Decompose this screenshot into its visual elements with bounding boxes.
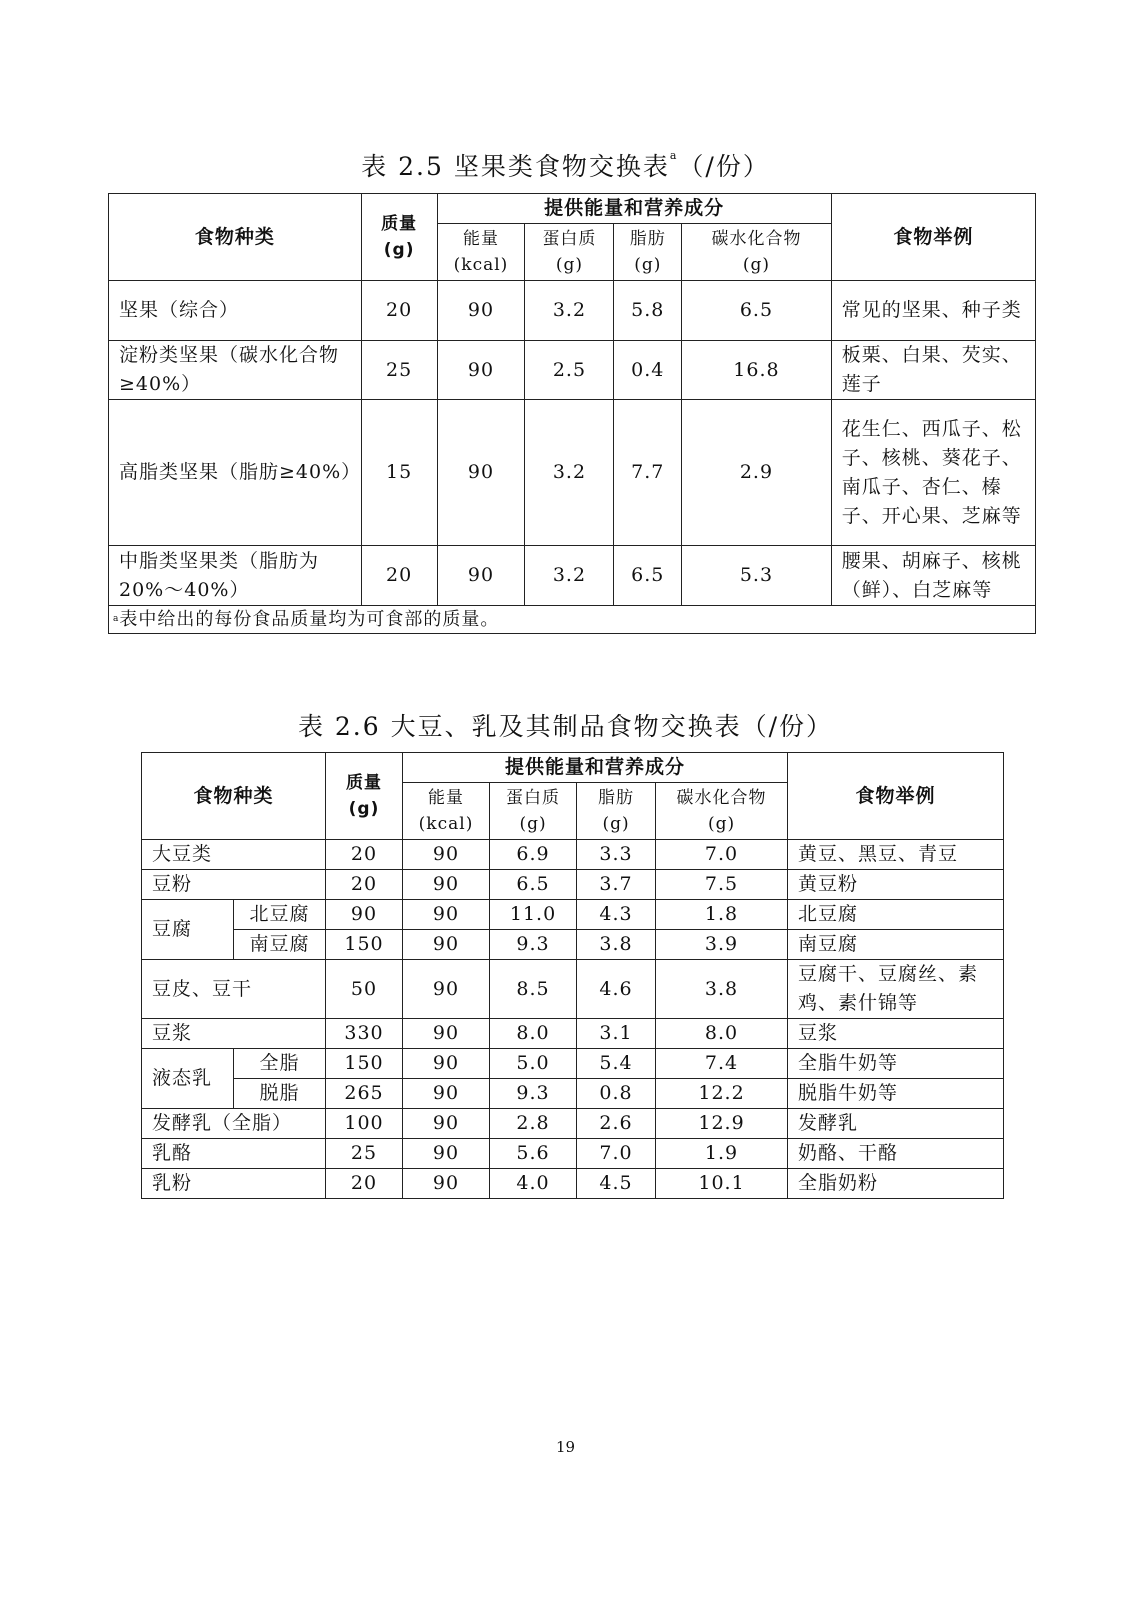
header-carb (656, 783, 788, 840)
cell-examples: 腰果、胡麻子、核桃（鲜）、白芝麻等 (831, 546, 1035, 606)
table-row (142, 1049, 1004, 1079)
footnote-mark: a (113, 614, 120, 624)
cell-mass: 330 (326, 1019, 403, 1049)
cell-mass: 20 (361, 546, 437, 606)
table-2-5-title-suffix: （/份） (678, 152, 770, 181)
cell-food-name: 大豆类 (142, 840, 326, 870)
header-energy-unit: (kcal) (453, 255, 509, 275)
table-row (142, 1139, 1004, 1169)
cell-protein: 6.9 (490, 840, 577, 870)
cell-examples: 南豆腐 (788, 930, 1004, 960)
cell-carb: 10.1 (656, 1169, 788, 1199)
table-row (142, 930, 1004, 960)
cell-fat: 7.7 (614, 400, 682, 546)
cell-carb: 7.0 (656, 840, 788, 870)
cell-protein: 3.2 (525, 400, 614, 546)
cell-protein: 8.0 (490, 1019, 577, 1049)
cell-food-name: 中脂类坚果类（脂肪为20%～40%） (109, 546, 362, 606)
cell-food-group: 液态乳 (142, 1049, 234, 1109)
table-row (142, 1109, 1004, 1139)
header-food-type: 食物种类 (109, 194, 362, 281)
cell-carb: 7.4 (656, 1049, 788, 1079)
cell-examples: 板栗、白果、芡实、莲子 (831, 341, 1035, 400)
header-nutrients: 提供能量和营养成分 (437, 194, 831, 224)
table-2-6 (141, 752, 1004, 1199)
cell-examples: 全脂牛奶等 (788, 1049, 1004, 1079)
cell-food-name: 豆浆 (142, 1019, 326, 1049)
cell-energy: 90 (403, 1139, 490, 1169)
table-row (142, 900, 1004, 930)
cell-fat: 4.6 (577, 960, 656, 1019)
table-2-6-title-text: 表 2.6 大豆、乳及其制品食物交换表（/份） (297, 712, 834, 741)
cell-energy: 90 (437, 546, 525, 606)
table-2-5-title (0, 147, 1131, 183)
cell-energy: 90 (403, 930, 490, 960)
cell-protein: 5.0 (490, 1049, 577, 1079)
header-energy-label: 能量 (428, 788, 465, 808)
cell-mass: 15 (361, 400, 437, 546)
cell-fat: 2.6 (577, 1109, 656, 1139)
table-2-5-title-footnote-mark: a (669, 149, 679, 162)
cell-examples: 花生仁、西瓜子、松子、核桃、葵花子、南瓜子、杏仁、榛子、开心果、芝麻等 (831, 400, 1035, 546)
cell-protein: 2.8 (490, 1109, 577, 1139)
cell-food-name: 乳粉 (142, 1169, 326, 1199)
header-protein (490, 783, 577, 840)
cell-mass: 20 (326, 870, 403, 900)
cell-examples: 常见的坚果、种子类 (831, 281, 1035, 341)
cell-carb: 3.9 (656, 930, 788, 960)
footnote-text: 表中给出的每份食品质量均为可食部的质量。 (119, 609, 500, 630)
cell-mass: 20 (326, 1169, 403, 1199)
header-mass-label: 质量 (346, 773, 383, 793)
cell-energy: 90 (403, 870, 490, 900)
cell-examples: 发酵乳 (788, 1109, 1004, 1139)
header-examples: 食物举例 (831, 194, 1035, 281)
header-mass-label: 质量 (381, 214, 418, 234)
cell-examples: 豆浆 (788, 1019, 1004, 1049)
header-carb-unit: (g) (742, 255, 771, 275)
header-energy-unit: (kcal) (418, 814, 474, 834)
cell-mass: 20 (326, 840, 403, 870)
cell-energy: 90 (403, 1019, 490, 1049)
cell-carb: 1.8 (656, 900, 788, 930)
cell-examples: 黄豆、黑豆、青豆 (788, 840, 1004, 870)
cell-protein: 4.0 (490, 1169, 577, 1199)
cell-mass: 25 (361, 341, 437, 400)
cell-examples: 奶酪、干酪 (788, 1139, 1004, 1169)
cell-energy: 90 (437, 281, 525, 341)
cell-energy: 90 (437, 400, 525, 546)
cell-energy: 90 (403, 1079, 490, 1109)
header-fat-label: 脂肪 (629, 229, 666, 249)
cell-energy: 90 (403, 1109, 490, 1139)
cell-protein: 3.2 (525, 281, 614, 341)
header-carb-label: 碳水化合物 (711, 229, 802, 249)
cell-examples: 脱脂牛奶等 (788, 1079, 1004, 1109)
cell-fat: 3.8 (577, 930, 656, 960)
cell-food-subname: 南豆腐 (234, 930, 326, 960)
cell-examples: 黄豆粉 (788, 870, 1004, 900)
cell-carb: 12.9 (656, 1109, 788, 1139)
header-energy (437, 224, 525, 281)
header-fat-unit: (g) (634, 255, 662, 275)
header-mass (361, 194, 437, 281)
cell-fat: 0.4 (614, 341, 682, 400)
cell-mass: 150 (326, 930, 403, 960)
cell-fat: 5.4 (577, 1049, 656, 1079)
header-fat (577, 783, 656, 840)
cell-carb: 5.3 (682, 546, 832, 606)
cell-fat: 6.5 (614, 546, 682, 606)
table-row (142, 1079, 1004, 1109)
table-row (109, 400, 1036, 546)
cell-examples: 全脂奶粉 (788, 1169, 1004, 1199)
cell-carb: 12.2 (656, 1079, 788, 1109)
cell-examples: 北豆腐 (788, 900, 1004, 930)
header-carb-unit: (g) (707, 814, 736, 834)
table-row (142, 960, 1004, 1019)
table-2-5-title-text: 表 2.5 坚果类食物交换表 (361, 152, 670, 181)
cell-carb: 2.9 (682, 400, 832, 546)
cell-carb: 6.5 (682, 281, 832, 341)
cell-protein: 3.2 (525, 546, 614, 606)
cell-fat: 3.3 (577, 840, 656, 870)
header-protein-label: 蛋白质 (506, 788, 561, 808)
header-nutrients: 提供能量和营养成分 (403, 753, 788, 783)
table-row (142, 840, 1004, 870)
cell-food-name: 豆皮、豆干 (142, 960, 326, 1019)
cell-energy: 90 (437, 341, 525, 400)
header-food-type: 食物种类 (142, 753, 326, 840)
cell-food-name: 高脂类坚果（脂肪≥40%） (109, 400, 362, 546)
cell-energy: 90 (403, 840, 490, 870)
cell-protein: 5.6 (490, 1139, 577, 1169)
cell-food-subname: 北豆腐 (234, 900, 326, 930)
cell-protein: 8.5 (490, 960, 577, 1019)
cell-fat: 3.1 (577, 1019, 656, 1049)
cell-food-name: 发酵乳（全脂） (142, 1109, 326, 1139)
header-energy (403, 783, 490, 840)
cell-protein: 9.3 (490, 930, 577, 960)
table-row (109, 281, 1036, 341)
table-2-5 (108, 193, 1036, 634)
table-row (109, 546, 1036, 606)
cell-food-name: 豆粉 (142, 870, 326, 900)
table-row (142, 1169, 1004, 1199)
cell-protein: 11.0 (490, 900, 577, 930)
cell-food-subname: 脱脂 (234, 1079, 326, 1109)
table-2-5-footnote (109, 606, 1036, 634)
header-energy-label: 能量 (463, 229, 499, 249)
cell-food-name: 乳酪 (142, 1139, 326, 1169)
header-protein-label: 蛋白质 (542, 229, 597, 249)
cell-protein: 6.5 (490, 870, 577, 900)
cell-mass: 50 (326, 960, 403, 1019)
header-protein (525, 224, 614, 281)
cell-food-name: 坚果（综合） (109, 281, 362, 341)
cell-fat: 4.5 (577, 1169, 656, 1199)
header-fat-label: 脂肪 (598, 788, 635, 808)
header-mass (326, 753, 403, 840)
header-fat-unit: (g) (602, 814, 630, 834)
table-row (142, 870, 1004, 900)
cell-energy: 90 (403, 960, 490, 1019)
cell-protein: 9.3 (490, 1079, 577, 1109)
cell-mass: 100 (326, 1109, 403, 1139)
cell-mass: 150 (326, 1049, 403, 1079)
header-mass-unit: (g) (348, 799, 380, 819)
page-number: 19 (555, 1438, 576, 1456)
header-fat (614, 224, 682, 281)
header-carb-label: 碳水化合物 (676, 788, 767, 808)
cell-food-group: 豆腐 (142, 900, 234, 960)
table-row (109, 341, 1036, 400)
cell-protein: 2.5 (525, 341, 614, 400)
cell-carb: 3.8 (656, 960, 788, 1019)
cell-mass: 265 (326, 1079, 403, 1109)
cell-carb: 7.5 (656, 870, 788, 900)
cell-food-subname: 全脂 (234, 1049, 326, 1079)
header-protein-unit: (g) (519, 814, 547, 834)
cell-fat: 3.7 (577, 870, 656, 900)
cell-mass: 90 (326, 900, 403, 930)
cell-carb: 16.8 (682, 341, 832, 400)
header-mass-unit: (g) (383, 240, 415, 260)
header-protein-unit: (g) (555, 255, 584, 275)
table-row (142, 1019, 1004, 1049)
cell-examples: 豆腐干、豆腐丝、素鸡、素什锦等 (788, 960, 1004, 1019)
cell-mass: 20 (361, 281, 437, 341)
cell-food-name: 淀粉类坚果（碳水化合物≥40%） (109, 341, 362, 400)
cell-fat: 0.8 (577, 1079, 656, 1109)
cell-energy: 90 (403, 1169, 490, 1199)
header-carb (682, 224, 832, 281)
cell-carb: 8.0 (656, 1019, 788, 1049)
table-2-6-title (0, 707, 1131, 743)
cell-fat: 4.3 (577, 900, 656, 930)
header-examples: 食物举例 (788, 753, 1004, 840)
cell-fat: 7.0 (577, 1139, 656, 1169)
cell-carb: 1.9 (656, 1139, 788, 1169)
cell-energy: 90 (403, 900, 490, 930)
cell-mass: 25 (326, 1139, 403, 1169)
cell-energy: 90 (403, 1049, 490, 1079)
cell-fat: 5.8 (614, 281, 682, 341)
